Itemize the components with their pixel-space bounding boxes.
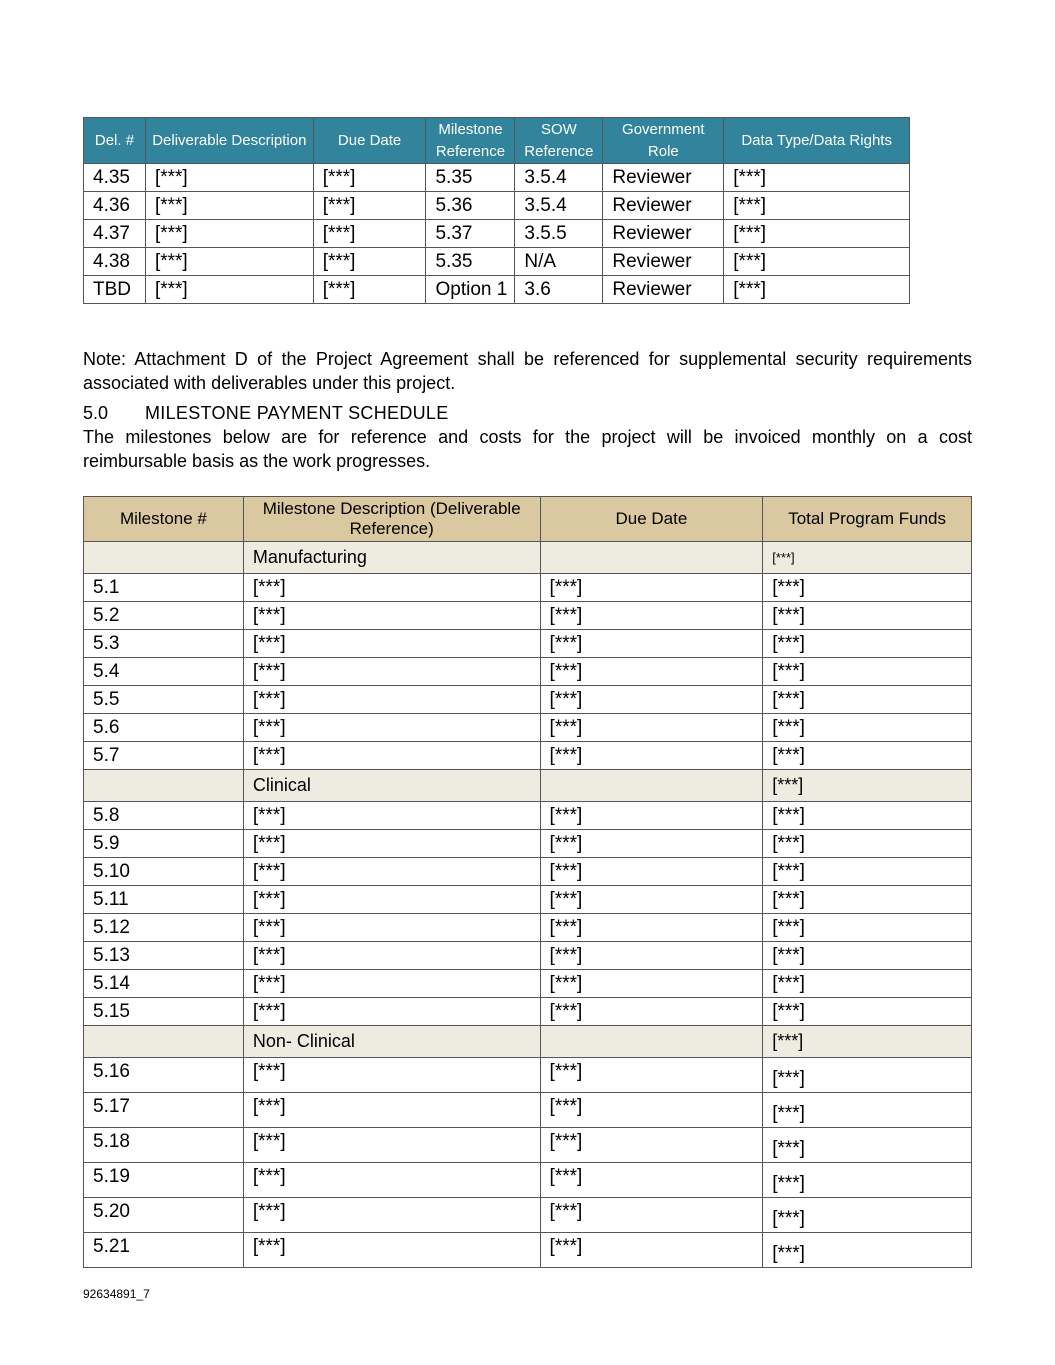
table-cell: [***] bbox=[145, 220, 313, 248]
table-cell bbox=[84, 542, 244, 574]
table-cell: [***] bbox=[243, 886, 540, 914]
table-cell: [***] bbox=[724, 276, 910, 304]
table-cell: 3.5.4 bbox=[515, 164, 603, 192]
section-number: 5.0 bbox=[83, 403, 109, 423]
table-cell: [***] bbox=[763, 714, 972, 742]
table-cell: [***] bbox=[540, 802, 763, 830]
col-header-milestone-desc: Milestone Description (Deliverable Reference) bbox=[243, 497, 540, 542]
milestone-header-row bbox=[84, 497, 972, 542]
table-row bbox=[84, 1093, 972, 1128]
table-cell: [***] bbox=[243, 602, 540, 630]
table-cell: 5.35 bbox=[426, 164, 515, 192]
table-cell: [***] bbox=[763, 1093, 972, 1128]
table-cell: 5.1 bbox=[84, 574, 244, 602]
table-cell: [***] bbox=[243, 830, 540, 858]
table-cell: 5.6 bbox=[84, 714, 244, 742]
table-cell: 5.9 bbox=[84, 830, 244, 858]
table-cell: [***] bbox=[540, 1058, 763, 1093]
table-row bbox=[84, 998, 972, 1026]
table-cell: 5.7 bbox=[84, 742, 244, 770]
table-cell: [***] bbox=[540, 630, 763, 658]
table-cell: 5.19 bbox=[84, 1163, 244, 1198]
table-cell: [***] bbox=[243, 970, 540, 998]
table-cell: 4.38 bbox=[84, 248, 146, 276]
table-cell: [***] bbox=[243, 1058, 540, 1093]
table-cell: [***] bbox=[540, 658, 763, 686]
table-cell: [***] bbox=[243, 1128, 540, 1163]
table-cell: [***] bbox=[540, 970, 763, 998]
table-cell: 4.35 bbox=[84, 164, 146, 192]
table-cell: [***] bbox=[243, 630, 540, 658]
table-row bbox=[84, 1163, 972, 1198]
table-cell: 5.12 bbox=[84, 914, 244, 942]
table-cell: [***] bbox=[243, 998, 540, 1026]
table-cell: [***] bbox=[243, 914, 540, 942]
table-cell: [***] bbox=[540, 942, 763, 970]
table-row bbox=[84, 802, 972, 830]
table-cell: [***] bbox=[243, 1163, 540, 1198]
table-row bbox=[84, 658, 972, 686]
group-funds: [***] bbox=[763, 542, 972, 574]
table-cell: [***] bbox=[763, 886, 972, 914]
table-cell: [***] bbox=[313, 192, 426, 220]
table-cell: [***] bbox=[724, 192, 910, 220]
table-cell: 5.2 bbox=[84, 602, 244, 630]
table-cell: [***] bbox=[145, 248, 313, 276]
table-cell: [***] bbox=[763, 574, 972, 602]
table-cell: 4.36 bbox=[84, 192, 146, 220]
table-cell: Option 1 bbox=[426, 276, 515, 304]
table-cell: [***] bbox=[540, 998, 763, 1026]
table-row bbox=[84, 686, 972, 714]
table-row bbox=[84, 914, 972, 942]
table-cell: [***] bbox=[724, 164, 910, 192]
table-cell: [***] bbox=[763, 998, 972, 1026]
table-cell: TBD bbox=[84, 276, 146, 304]
section-intro: The milestones below are for reference and costs for the project will be invoiced monthly on a cost reimbursable basis as the work progresses. bbox=[83, 427, 972, 471]
table-cell: [***] bbox=[313, 164, 426, 192]
table-row bbox=[84, 630, 972, 658]
table-cell: 3.6 bbox=[515, 276, 603, 304]
table-cell: [***] bbox=[243, 1198, 540, 1233]
table-cell: 3.5.4 bbox=[515, 192, 603, 220]
table-cell: Reviewer bbox=[603, 220, 724, 248]
table-row bbox=[84, 248, 910, 276]
table-cell: [***] bbox=[763, 630, 972, 658]
table-cell: [***] bbox=[540, 830, 763, 858]
table-cell: [***] bbox=[243, 802, 540, 830]
col-header-due-date: Due Date bbox=[313, 118, 426, 164]
table-cell: [***] bbox=[763, 1198, 972, 1233]
table-cell: Reviewer bbox=[603, 276, 724, 304]
table-cell: Reviewer bbox=[603, 248, 724, 276]
table-cell: [***] bbox=[540, 686, 763, 714]
table-cell: [***] bbox=[763, 1233, 972, 1268]
table-cell: [***] bbox=[540, 574, 763, 602]
col-header-due-date: Due Date bbox=[540, 497, 763, 542]
table-cell: 5.15 bbox=[84, 998, 244, 1026]
section-title: MILESTONE PAYMENT SCHEDULE bbox=[145, 403, 449, 423]
table-cell: 5.35 bbox=[426, 248, 515, 276]
deliverables-header-row bbox=[84, 118, 910, 164]
table-cell: [***] bbox=[145, 164, 313, 192]
table-cell: 5.8 bbox=[84, 802, 244, 830]
table-cell: 4.37 bbox=[84, 220, 146, 248]
table-cell bbox=[540, 1026, 763, 1058]
table-cell bbox=[84, 1026, 244, 1058]
table-cell: [***] bbox=[724, 248, 910, 276]
table-cell: [***] bbox=[243, 686, 540, 714]
table-row bbox=[84, 602, 972, 630]
group-row bbox=[84, 1026, 972, 1058]
table-cell: 5.20 bbox=[84, 1198, 244, 1233]
table-cell: [***] bbox=[540, 1163, 763, 1198]
table-row bbox=[84, 1058, 972, 1093]
table-cell: [***] bbox=[313, 276, 426, 304]
milestone-table bbox=[83, 496, 972, 1268]
table-cell: [***] bbox=[145, 192, 313, 220]
table-cell: [***] bbox=[540, 1233, 763, 1268]
table-cell: [***] bbox=[763, 1163, 972, 1198]
table-cell: 5.36 bbox=[426, 192, 515, 220]
col-header-milestone-ref: Milestone Reference bbox=[426, 118, 515, 164]
col-header-data-rights: Data Type/Data Rights bbox=[724, 118, 910, 164]
table-cell: [***] bbox=[763, 658, 972, 686]
table-cell: [***] bbox=[540, 714, 763, 742]
table-cell: [***] bbox=[540, 1093, 763, 1128]
table-cell: [***] bbox=[763, 1128, 972, 1163]
table-cell: [***] bbox=[243, 1233, 540, 1268]
table-cell: [***] bbox=[724, 220, 910, 248]
table-cell: 5.11 bbox=[84, 886, 244, 914]
table-row bbox=[84, 714, 972, 742]
table-cell: 5.4 bbox=[84, 658, 244, 686]
table-cell: 5.18 bbox=[84, 1128, 244, 1163]
col-header-total-funds: Total Program Funds bbox=[763, 497, 972, 542]
section-heading bbox=[83, 401, 449, 425]
table-row bbox=[84, 164, 910, 192]
table-cell: 5.5 bbox=[84, 686, 244, 714]
table-cell: [***] bbox=[763, 1058, 972, 1093]
table-cell: [***] bbox=[540, 1198, 763, 1233]
table-cell: [***] bbox=[243, 574, 540, 602]
table-cell: [***] bbox=[540, 886, 763, 914]
group-name: Clinical bbox=[243, 770, 540, 802]
table-cell bbox=[84, 770, 244, 802]
table-row bbox=[84, 858, 972, 886]
table-cell: 5.3 bbox=[84, 630, 244, 658]
table-row bbox=[84, 574, 972, 602]
col-header-description: Deliverable Description bbox=[145, 118, 313, 164]
table-row bbox=[84, 276, 910, 304]
table-row bbox=[84, 1233, 972, 1268]
table-cell: [***] bbox=[243, 942, 540, 970]
table-cell: 5.37 bbox=[426, 220, 515, 248]
table-cell: [***] bbox=[243, 714, 540, 742]
table-cell: [***] bbox=[243, 658, 540, 686]
table-cell: [***] bbox=[763, 942, 972, 970]
table-cell: [***] bbox=[243, 742, 540, 770]
table-row bbox=[84, 942, 972, 970]
table-row bbox=[84, 192, 910, 220]
col-header-milestone-num: Milestone # bbox=[84, 497, 244, 542]
table-cell: [***] bbox=[243, 858, 540, 886]
table-cell: [***] bbox=[145, 276, 313, 304]
document-id: 92634891_7 bbox=[83, 1287, 150, 1301]
table-cell: [***] bbox=[763, 802, 972, 830]
table-row bbox=[84, 1198, 972, 1233]
col-header-gov-role: Government Role bbox=[603, 118, 724, 164]
table-cell: [***] bbox=[763, 858, 972, 886]
table-cell bbox=[540, 770, 763, 802]
table-cell: [***] bbox=[763, 970, 972, 998]
table-cell: [***] bbox=[313, 248, 426, 276]
group-name: Non- Clinical bbox=[243, 1026, 540, 1058]
table-cell: 5.17 bbox=[84, 1093, 244, 1128]
table-cell: 5.14 bbox=[84, 970, 244, 998]
table-cell: [***] bbox=[540, 1128, 763, 1163]
group-name: Manufacturing bbox=[243, 542, 540, 574]
table-cell: [***] bbox=[763, 602, 972, 630]
table-cell: [***] bbox=[763, 914, 972, 942]
table-cell: [***] bbox=[243, 1093, 540, 1128]
col-header-sow-ref: SOW Reference bbox=[515, 118, 603, 164]
table-cell: [***] bbox=[313, 220, 426, 248]
table-cell: Reviewer bbox=[603, 192, 724, 220]
table-row bbox=[84, 970, 972, 998]
table-row bbox=[84, 830, 972, 858]
table-cell: 5.16 bbox=[84, 1058, 244, 1093]
table-cell: 5.10 bbox=[84, 858, 244, 886]
table-cell: Reviewer bbox=[603, 164, 724, 192]
note-paragraph: Note: Attachment D of the Project Agreement shall be referenced for supplemental security requirements associated with deliverables under this project. bbox=[83, 349, 972, 393]
table-row bbox=[84, 886, 972, 914]
group-funds: [***] bbox=[763, 770, 972, 802]
table-cell: [***] bbox=[540, 858, 763, 886]
col-header-del-num: Del. # bbox=[84, 118, 146, 164]
table-cell bbox=[540, 542, 763, 574]
table-cell: N/A bbox=[515, 248, 603, 276]
table-cell: 3.5.5 bbox=[515, 220, 603, 248]
table-cell: [***] bbox=[540, 742, 763, 770]
group-row bbox=[84, 542, 972, 574]
table-row bbox=[84, 742, 972, 770]
group-funds: [***] bbox=[763, 1026, 972, 1058]
table-cell: [***] bbox=[540, 602, 763, 630]
table-cell: [***] bbox=[540, 914, 763, 942]
deliverables-table bbox=[83, 117, 910, 304]
table-cell: [***] bbox=[763, 686, 972, 714]
table-cell: [***] bbox=[763, 830, 972, 858]
table-row bbox=[84, 1128, 972, 1163]
table-row bbox=[84, 220, 910, 248]
table-cell: 5.13 bbox=[84, 942, 244, 970]
table-cell: [***] bbox=[763, 742, 972, 770]
group-row bbox=[84, 770, 972, 802]
table-cell: 5.21 bbox=[84, 1233, 244, 1268]
